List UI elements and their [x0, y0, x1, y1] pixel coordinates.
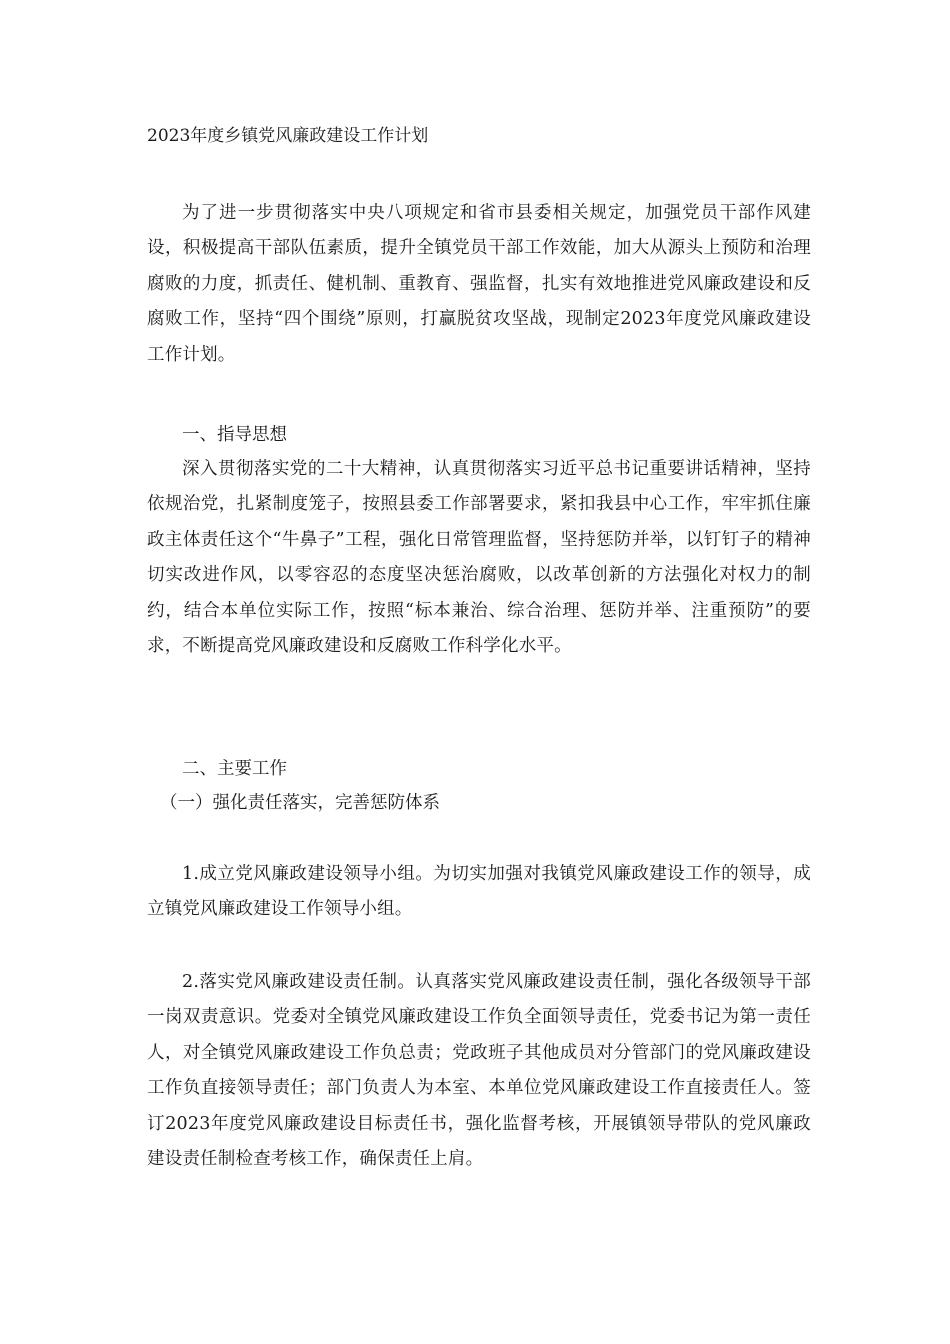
document-title: 2023年度乡镇党风廉政建设工作计划	[147, 126, 429, 146]
item-1-paragraph: 1.成立党风廉政建设领导小组。为切实加强对我镇党风廉政建设工作的领导，成立镇党风廉政建设工作领导小组。	[147, 864, 811, 920]
item-2-paragraph: 2.落实党风廉政建设责任制。认真落实党风廉政建设责任制，强化各级领导干部一岗双责意识。党委对全镇党风廉政建设工作负全面领导责任，党委书记为第一责任人，对全镇党风廉政建设工作负总责；党政班子其他成员对分管部门的党风廉政建设工作负直接领导责任；部门负责人为本室、本单位党风廉政建设工作直接责任人。签订2023年度党风廉政建设目标责任书，强化监督考核，开展镇领导带队的党风廉政建设责任制检查考核工作，确保责任上肩。	[147, 972, 811, 1170]
intro-paragraph: 为了进一步贯彻落实中央八项规定和省市县委相关规定，加强党员干部作风建设，积极提高干部队伍素质，提升全镇党员干部工作效能，加大从源头上预防和治理腐败的力度，抓责任、健机制、重教育、强监督，扎实有效地推进党风廉政建设和反腐败工作，坚持“四个围绕”原则，打赢脱贫攻坚战，现制定2023年度党风廉政建设工作计划。	[147, 203, 811, 365]
subsection-heading-responsibility: （一）强化责任落实，完善惩防体系	[160, 793, 440, 813]
guiding-thought-paragraph: 深入贯彻落实党的二十大精神，认真贯彻落实习近平总书记重要讲话精神，坚持依规治党，扎紧制度笼子，按照县委工作部署要求，紧扣我县中心工作，牢牢抓住廉政主体责任这个“牛鼻子”工程，强化日常管理监督，坚持惩防并举，以钉钉子的精神切实改进作风，以零容忍的态度坚决惩治腐败，以改革创新的方法强化对权力的制约，结合本单位实际工作，按照“标本兼治、综合治理、惩防并举、注重预防”的要求，不断提高党风廉政建设和反腐败工作科学化水平。	[147, 459, 811, 657]
section-heading-main-work: 二、主要工作	[182, 759, 287, 779]
section-heading-guiding-thought: 一、指导思想	[182, 425, 287, 445]
